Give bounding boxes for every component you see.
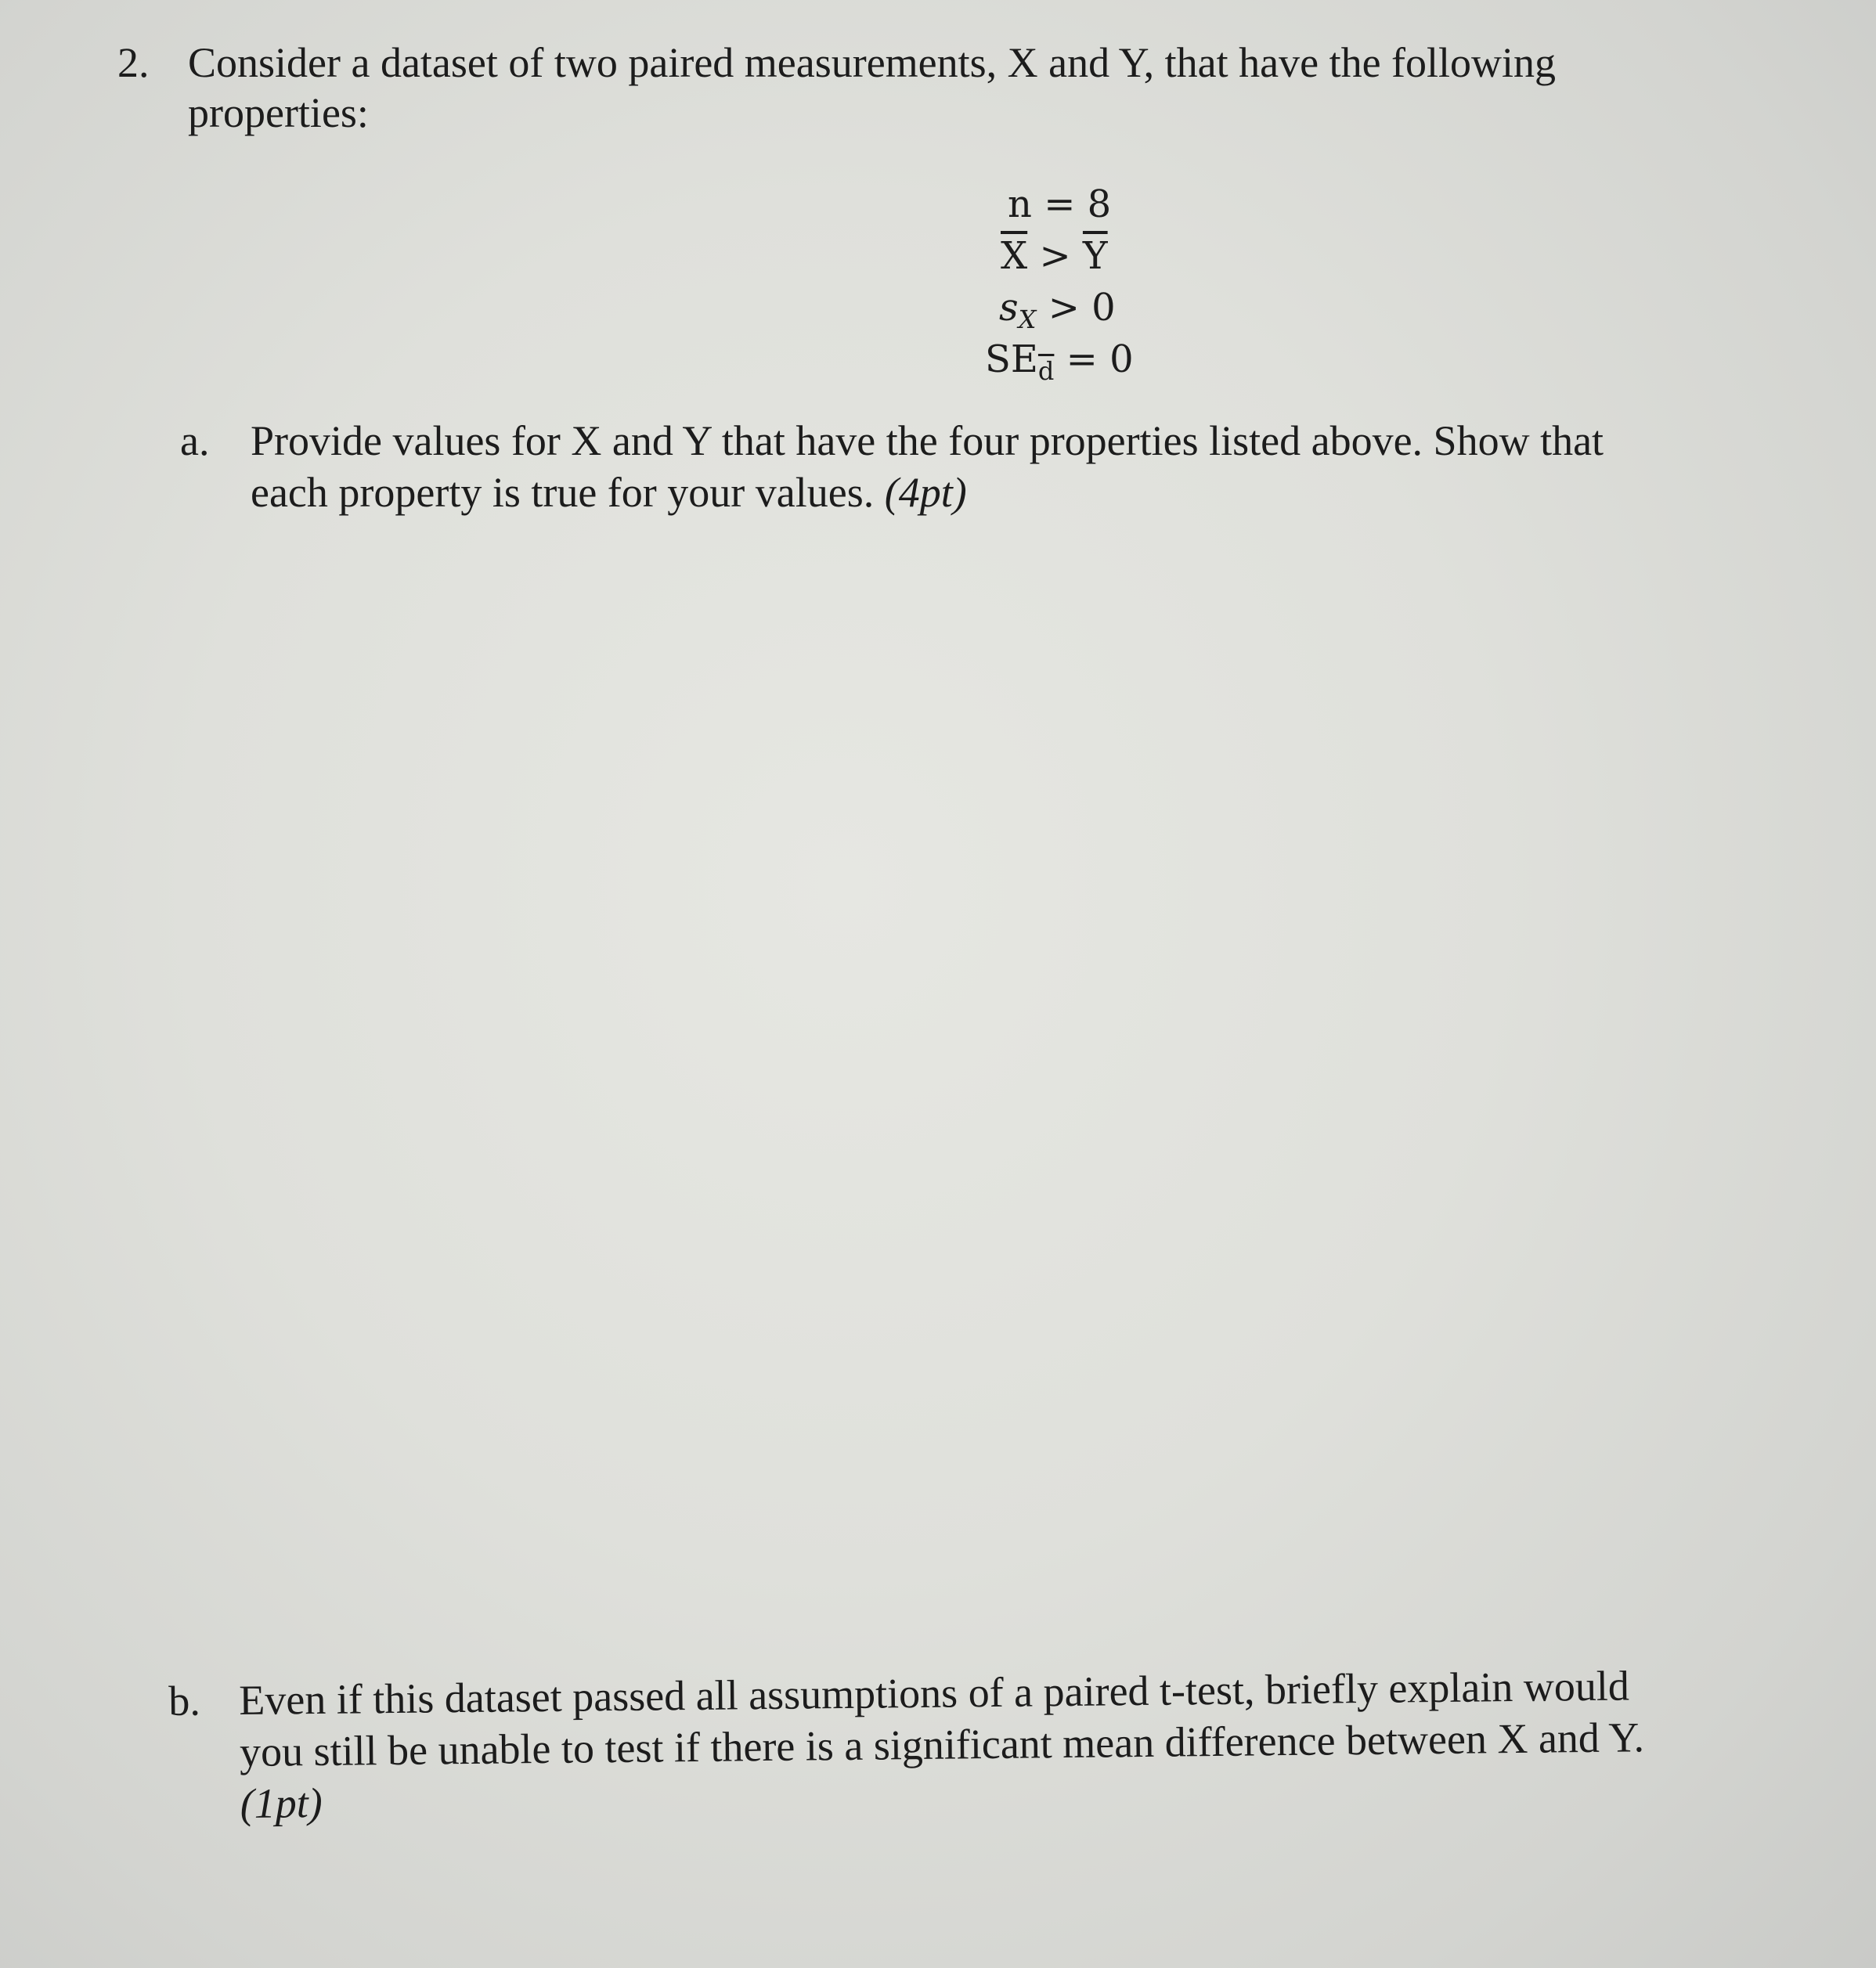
property-sd-left: s xyxy=(999,286,1019,330)
part-b-line2: you still be unable to test if there is a significant mean difference between X and Y. xyxy=(239,1714,1645,1776)
property-sd-subscript: X xyxy=(1018,305,1037,334)
question-text-line1: Consider a dataset of two paired measurements, X and Y, that have the following xyxy=(188,39,1557,86)
property-means xyxy=(1001,230,1236,282)
question-number: 2. xyxy=(117,39,150,86)
property-se-left: SE xyxy=(985,337,1038,381)
property-se xyxy=(985,333,1220,385)
property-n-right: 8 xyxy=(1087,182,1112,226)
part-a-label: a. xyxy=(180,417,210,464)
question-text xyxy=(188,38,1738,138)
property-sd xyxy=(999,282,1234,333)
part-a-points: (4pt) xyxy=(884,469,967,516)
part-b-label: b. xyxy=(168,1677,201,1725)
property-se-subscript: $\overline{d}$ xyxy=(1037,356,1055,386)
property-sd-op: > xyxy=(1048,286,1080,330)
property-means-left: $\overline{X}$ xyxy=(1001,234,1028,278)
part-a-line1: Provide values for X and Y that have the four properties listed above. Show that xyxy=(251,417,1604,464)
question-text-line2: properties: xyxy=(188,89,369,136)
part-b-line1: Even if this dataset passed all assumptions of a paired t-test, briefly explain would xyxy=(239,1662,1630,1725)
properties-list xyxy=(979,178,1214,385)
part-b-points: (1pt) xyxy=(240,1779,323,1828)
part-b-text xyxy=(239,1660,1645,1829)
property-n-op: = xyxy=(1044,182,1076,226)
property-n xyxy=(1008,178,1243,230)
property-means-right: $\overline{Y}$ xyxy=(1082,234,1108,278)
part-a-line2-wrap xyxy=(251,467,1604,518)
property-means-op: > xyxy=(1039,234,1071,278)
part-b xyxy=(168,1658,1797,1828)
property-se-right: 0 xyxy=(1109,337,1134,381)
property-sd-right: 0 xyxy=(1091,286,1116,330)
part-a-line2: each property is true for your values. xyxy=(251,469,875,516)
property-n-left: n xyxy=(1008,182,1032,226)
part-a-text xyxy=(251,415,1604,518)
property-se-op: = xyxy=(1066,337,1098,381)
